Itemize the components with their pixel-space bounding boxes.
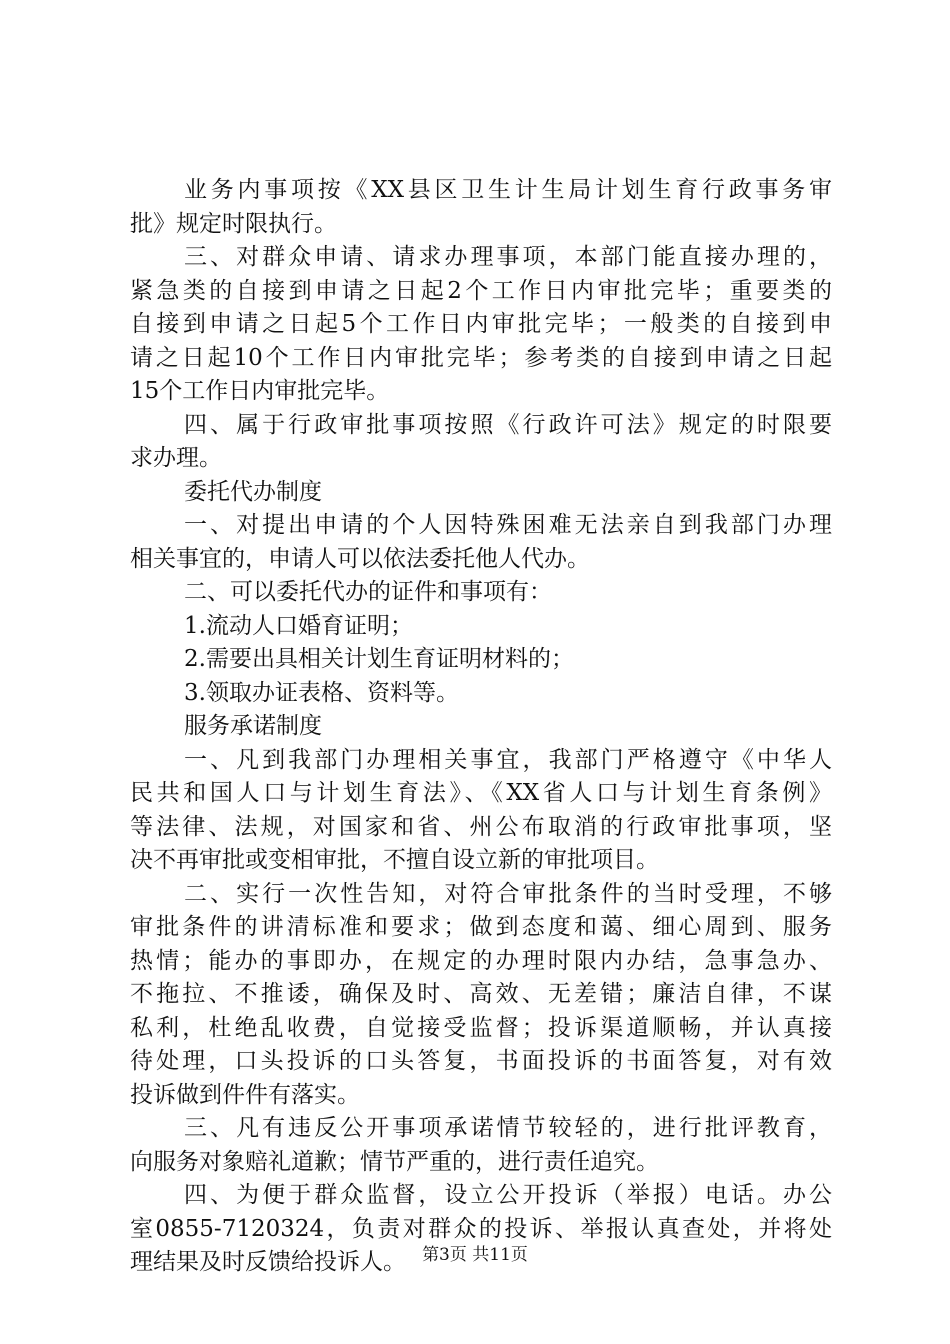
- text-line: 待处理，口头投诉的口头答复，书面投诉的书面答复，对有效: [130, 1048, 832, 1074]
- text-line: 请之日起10个工作日内审批完毕；参考类的自接到申请之日起: [130, 344, 832, 371]
- text-line: 二、可以委托代办的证件和事项有：: [184, 579, 552, 605]
- text-line: 一、对提出申请的个人因特殊困难无法亲自到我部门办理: [184, 512, 832, 538]
- text-line: 二、实行一次性告知，对符合审批条件的当时受理，不够: [184, 880, 832, 907]
- text-line: 不拖拉、不推诿，确保及时、高效、无差错；廉洁自律，不谋: [130, 981, 832, 1007]
- text-line: 等法律、法规，对国家和省、州公布取消的行政审批事项，坚: [130, 813, 832, 840]
- text-line: 三、对群众申请、请求办理事项，本部门能直接办理的，: [184, 244, 832, 270]
- text-line: 求办理。: [130, 445, 222, 471]
- text-line: 紧急类的自接到申请之日起2个工作日内审批完毕；重要类的: [130, 277, 832, 304]
- text-line: 理结果及时反馈给投诉人。: [130, 1249, 406, 1275]
- text-line: 一、凡到我部门办理相关事宜，我部门严格遵守《中华人: [184, 746, 832, 773]
- document-body: [130, 174, 832, 1280]
- text-line: 服务承诺制度: [184, 713, 322, 739]
- text-line: 3.领取办证表格、资料等。: [184, 679, 459, 706]
- text-line: 向服务对象赔礼道歉；情节严重的，进行责任追究。: [130, 1148, 659, 1175]
- text-line: 四、属于行政审批事项按照《行政许可法》规定的时限要: [184, 411, 832, 438]
- text-line: 决不再审批或变相审批，不擅自设立新的审批项目。: [130, 847, 659, 873]
- text-line: 业务内事项按《XX县区卫生计生局计划生育行政事务审: [184, 177, 832, 203]
- page-footer: 第3页 共11页: [422, 1245, 528, 1265]
- text-line: 热情；能办的事即办，在规定的办理时限内办结，急事急办、: [130, 947, 832, 974]
- text-line: 四、为便于群众监督，设立公开投诉（举报）电话。办公: [184, 1182, 832, 1208]
- text-line: 民共和国人口与计划生育法》、《XX省人口与计划生育条例》: [130, 780, 832, 806]
- text-line: 2.需要出具相关计划生育证明材料的；: [184, 646, 574, 672]
- text-line: 审批条件的讲清标准和要求；做到态度和蔼、细心周到、服务: [130, 914, 832, 940]
- text-line: 批》规定时限执行。: [130, 210, 337, 237]
- text-line: 自接到申请之日起5个工作日内审批完毕；一般类的自接到申: [130, 311, 832, 337]
- text-line: 1.流动人口婚育证明；: [184, 612, 413, 639]
- text-line: 相关事宜的，申请人可以依法委托他人代办。: [130, 545, 590, 572]
- text-line: 私利，杜绝乱收费，自觉接受监督；投诉渠道顺畅，并认真接: [130, 1014, 832, 1041]
- text-line: 室0855-7120324，负责对群众的投诉、举报认真查处，并将处: [130, 1215, 832, 1242]
- text-line: 15个工作日内审批完毕。: [130, 378, 390, 404]
- text-line: 三、凡有违反公开事项承诺情节较轻的，进行批评教育，: [184, 1115, 832, 1141]
- text-line: 投诉做到件件有落实。: [130, 1081, 360, 1108]
- text-line: 委托代办制度: [184, 478, 322, 505]
